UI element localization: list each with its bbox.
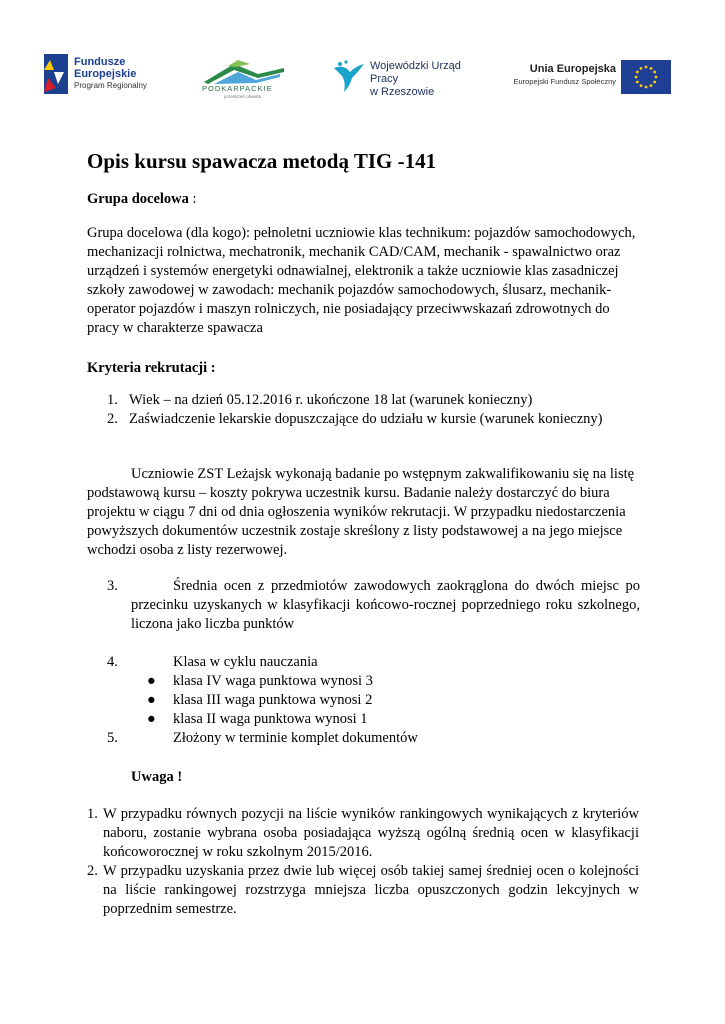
criteria-list (87, 391, 640, 429)
eu-star-icon (650, 84, 653, 87)
ue-line2: Europejski Fundusz Społeczny (513, 77, 616, 86)
podkarpackie-tagline: przestrzeń otwarta (224, 94, 262, 99)
eu-star-icon (635, 76, 638, 79)
note-list (87, 805, 639, 919)
bullet-icon: ● (147, 673, 156, 689)
wup-rzeszow-logo (332, 58, 492, 98)
bullet-icon: ● (147, 711, 156, 727)
wup-bird-icon (332, 58, 366, 94)
unia-europejska-logo (510, 60, 672, 96)
document-body (87, 148, 640, 919)
podkarpackie-logo (198, 58, 290, 102)
list-item (87, 805, 639, 862)
criterion-5-text: Złożony w terminie komplet dokumentów (173, 730, 418, 746)
fe-line1: Fundusze (74, 56, 126, 68)
list-number: 3. (107, 578, 118, 594)
fe-line3: Program Regionalny (74, 81, 147, 90)
list-item (87, 691, 640, 710)
note-heading: Uwaga ! (131, 769, 183, 785)
list-item (87, 710, 640, 729)
list-number: 5. (107, 730, 118, 746)
eu-star-icon (636, 71, 639, 74)
page-title: Opis kursu spawacza metodą TIG -141 (87, 149, 437, 173)
list-item (87, 410, 640, 429)
eu-star-icon (636, 81, 639, 84)
list-number: 4. (107, 654, 118, 670)
eu-flag-icon (621, 60, 671, 94)
target-group-heading-line (87, 190, 640, 209)
medical-note: Uczniowie ZST Leżajsk wykonają badanie po wstępnym zakwalifikowaniu się na listę podstawową kursu – koszty pokrywa uczestnik kursu. Badanie należy dostarczyć do biura projektu w ciągu 7 dni od dnia ogłoszenia wyników rekrutacji. W przypadku niedostarczenia powyższych dokumentów uczestnik zostaje skreślony z listy podstawowej a na jego miejsce wchodzi osoba z listy rezerwowej. (87, 466, 635, 558)
eu-star-icon (653, 71, 656, 74)
list-number: 2. (87, 863, 98, 879)
fe-flag-icon (44, 54, 68, 94)
eu-star-icon (640, 67, 643, 70)
target-group-text: Grupa docelowa (dla kogo): pełnoletni uczniowie klas technikum: pojazdów samochodowych, mechanizacji rolnictwa, mechatronik, mechanik CAD/CAM, mechanik - spawalnictwo oraz urządzeń i systemów energetyki odnawialnej, elektronik a także uczniowie klas zasadniczej szkoły zawodowej w zawodach: mechanik pojazdów samochodowych, ślusarz, mechanik-operator pojazdów i maszyn rolniczych, nie posiadający przeciwwskazań zdrowotnych do pracy w charakterze spawacza (87, 225, 636, 336)
eu-star-icon (640, 84, 643, 87)
fe-line2: Europejskie (74, 68, 137, 80)
bullet-icon: ● (147, 692, 156, 708)
criterion-text: Zaświadczenie lekarskie dopuszczające do udziału w kursie (warunek konieczny) (129, 411, 603, 427)
recruitment-heading: Kryteria rekrutacji : (87, 360, 216, 376)
criterion-4 (87, 653, 640, 672)
fundusze-europejskie-logo (44, 52, 164, 98)
eu-star-icon (650, 67, 653, 70)
list-item (87, 672, 640, 691)
wup-line2: w Rzeszowie (370, 86, 435, 98)
ue-line1: Unia Europejska (529, 63, 616, 75)
eu-star-icon (655, 76, 658, 79)
wup-line1: Wojewódzki Urząd Pracy (370, 60, 461, 85)
eu-star-icon (645, 66, 648, 69)
criterion-text: Wiek – na dzień 05.12.2016 r. ukończone 18 lat (warunek konieczny) (129, 392, 533, 408)
criterion-4-text: Klasa w cyklu nauczania (173, 654, 318, 670)
logo-bar (0, 52, 725, 100)
criterion-3 (87, 577, 640, 634)
bullet-text: klasa II waga punktowa wynosi 1 (173, 711, 368, 727)
list-number: 1. (107, 392, 118, 408)
target-group-heading: Grupa docelowa (87, 191, 189, 207)
criterion-3-text: Średnia ocen z przedmiotów zawodowych zaokrąglona do dwóch miejsc po przecinku uzyskanych w klasyfikacji końcowo-rocznej poprzedniego roku szkolnego, liczona jako liczba punktów (131, 578, 640, 632)
class-weights-list (87, 672, 640, 729)
list-item (87, 862, 639, 919)
note-text: W przypadku równych pozycji na liście wyników rankingowych wynikających z kryteriów naboru, zostanie wybrana osoba posiadająca wyższą ogólną średnią ocen w klasyfikacji końcoworocznej w roku szkolnym 2015/2016. (103, 806, 639, 860)
podkarpackie-name: PODKARPACKIE (202, 84, 273, 93)
mountains-icon (198, 58, 290, 84)
list-number: 1. (87, 806, 98, 822)
bullet-text: klasa III waga punktowa wynosi 2 (173, 692, 373, 708)
list-item (87, 391, 640, 410)
eu-star-icon (645, 86, 648, 89)
bullet-text: klasa IV waga punktowa wynosi 3 (173, 673, 373, 689)
target-group-heading-suffix: : (188, 191, 197, 207)
eu-star-icon (653, 81, 656, 84)
criterion-5 (87, 729, 640, 748)
list-number: 2. (107, 411, 118, 427)
note-text: W przypadku uzyskania przez dwie lub więcej osób takiej samej średniej ocen o kolejności na liście rankingowej rozstrzyga mniejsza liczba opuszczonych godzin lekcyjnych w poprzednim semestrze. (103, 863, 639, 917)
